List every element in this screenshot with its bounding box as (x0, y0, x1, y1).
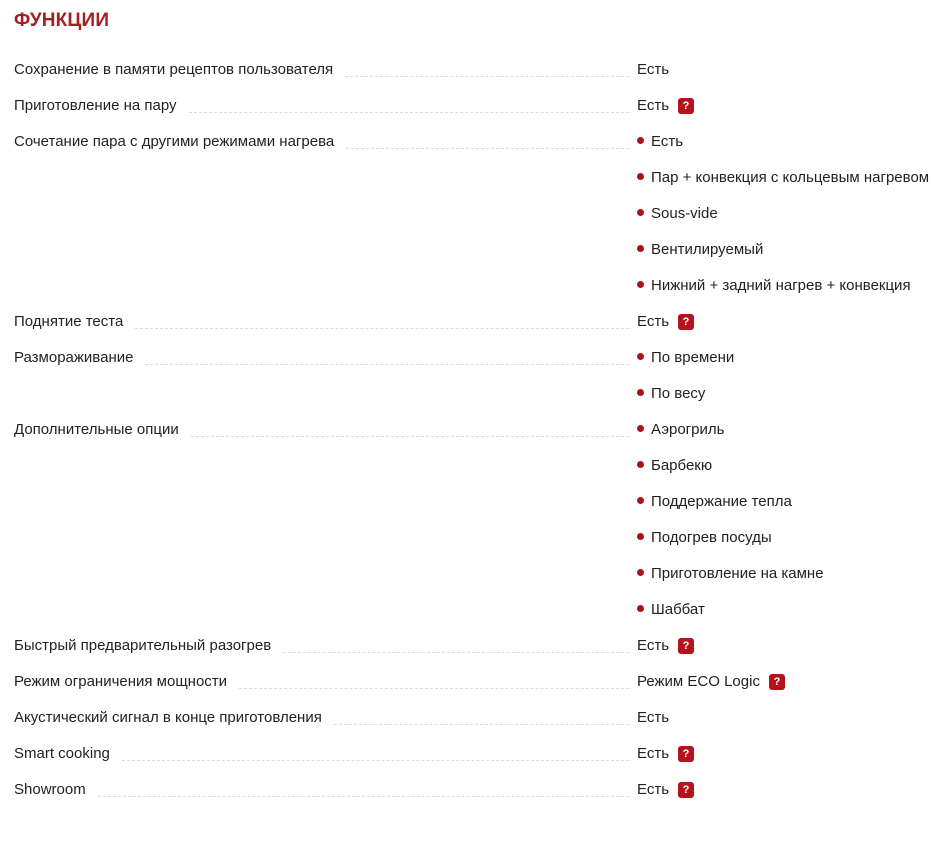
spec-row (14, 88, 934, 124)
spec-value (637, 232, 934, 268)
spec-value-text: Есть (651, 133, 684, 150)
spec-value-text: Барбекю (651, 457, 713, 474)
spec-value-cell (637, 304, 934, 340)
help-icon[interactable]: ? (678, 98, 694, 114)
spec-label: Приготовление на пару (14, 97, 177, 114)
spec-label-cell (14, 412, 637, 448)
spec-value-text: Пар + конвекция с кольцевым нагревом (651, 169, 930, 186)
dotted-leader (346, 124, 629, 149)
spec-row (14, 124, 934, 304)
spec-value (637, 412, 934, 448)
spec-value-cell (637, 340, 934, 412)
spec-value-text: По весу (651, 385, 706, 402)
help-icon[interactable]: ? (769, 674, 785, 690)
bullet-icon (637, 353, 644, 360)
spec-value-text: Есть (637, 637, 670, 654)
spec-value (637, 196, 934, 232)
bullet-icon (637, 173, 644, 180)
spec-label-cell (14, 772, 637, 808)
spec-value-cell (637, 700, 934, 736)
spec-label: Smart cooking (14, 745, 110, 762)
dotted-leader (145, 340, 629, 365)
spec-label: Поднятие теста (14, 313, 124, 330)
bullet-icon (637, 389, 644, 396)
spec-value (637, 628, 934, 664)
spec-value (637, 448, 934, 484)
spec-value (637, 304, 934, 340)
spec-value (637, 484, 934, 520)
spec-value-text: По времени (651, 349, 735, 366)
spec-value (637, 52, 934, 88)
spec-value (637, 556, 934, 592)
spec-value (637, 664, 934, 700)
help-icon[interactable]: ? (678, 782, 694, 798)
spec-label-cell (14, 664, 637, 700)
spec-label: Дополнительные опции (14, 421, 179, 438)
dotted-leader (283, 628, 629, 653)
spec-label-cell (14, 304, 637, 340)
spec-row (14, 340, 934, 412)
bullet-icon (637, 209, 644, 216)
spec-row (14, 412, 934, 628)
bullet-icon (637, 605, 644, 612)
bullet-icon (637, 461, 644, 468)
bullet-icon (637, 569, 644, 576)
spec-label: Showroom (14, 781, 86, 798)
spec-value (637, 88, 934, 124)
spec-value (637, 592, 934, 628)
section-title: ФУНКЦИИ (14, 10, 110, 31)
spec-row (14, 628, 934, 664)
spec-value-text: Есть (637, 61, 670, 78)
spec-value (637, 124, 934, 160)
bullet-icon (637, 533, 644, 540)
spec-value-cell (637, 628, 934, 664)
spec-label: Размораживание (14, 349, 134, 366)
bullet-icon (637, 497, 644, 504)
spec-value-cell (637, 124, 934, 304)
spec-value-cell (637, 412, 934, 628)
spec-value-text: Поддержание тепла (651, 493, 792, 510)
bullet-icon (637, 425, 644, 432)
spec-row (14, 52, 934, 88)
spec-label: Сохранение в памяти рецептов пользователя (14, 61, 334, 78)
spec-value-text: Есть (637, 745, 670, 762)
spec-row (14, 304, 934, 340)
help-icon[interactable]: ? (678, 746, 694, 762)
spec-value-cell (637, 664, 934, 700)
bullet-icon (637, 137, 644, 144)
spec-label-cell (14, 736, 637, 772)
spec-value-cell (637, 88, 934, 124)
spec-value (637, 700, 934, 736)
help-icon[interactable]: ? (678, 314, 694, 330)
dotted-leader (334, 700, 629, 725)
spec-label-cell (14, 124, 637, 160)
spec-value-text: Аэрогриль (651, 421, 725, 438)
spec-value (637, 736, 934, 772)
spec-value (637, 376, 934, 412)
spec-value-cell (637, 736, 934, 772)
bullet-icon (637, 245, 644, 252)
spec-value-cell (637, 772, 934, 808)
spec-label: Режим ограничения мощности (14, 673, 228, 690)
bullet-icon (637, 281, 644, 288)
spec-value-text: Есть (637, 97, 670, 114)
dotted-leader (189, 88, 629, 113)
spec-label-cell (14, 700, 637, 736)
spec-row (14, 664, 934, 700)
dotted-leader (98, 772, 629, 797)
help-icon[interactable]: ? (678, 638, 694, 654)
spec-value-text: Есть (637, 781, 670, 798)
spec-row (14, 700, 934, 736)
spec-value-text: Sous-vide (651, 205, 718, 222)
spec-value-text: Режим ECO Logic (637, 673, 760, 690)
spec-value-text: Приготовление на камне (651, 565, 824, 582)
dotted-leader (135, 304, 629, 329)
spec-value (637, 160, 934, 196)
spec-value-text: Нижний + задний нагрев + конвекция (651, 277, 911, 294)
dotted-leader (239, 664, 629, 689)
spec-label-cell (14, 88, 637, 124)
spec-value-text: Шаббат (651, 601, 705, 618)
spec-value (637, 520, 934, 556)
spec-value-text: Есть (637, 313, 670, 330)
specs-table (14, 52, 934, 808)
dotted-leader (345, 52, 629, 77)
spec-value-text: Есть (637, 709, 670, 726)
dotted-leader (122, 736, 629, 761)
dotted-leader (191, 412, 629, 437)
spec-label-cell (14, 340, 637, 376)
spec-label: Сочетание пара с другими режимами нагрева (14, 133, 335, 150)
spec-label-cell (14, 52, 637, 88)
spec-value (637, 772, 934, 808)
spec-value-text: Подогрев посуды (651, 529, 772, 546)
spec-row (14, 772, 934, 808)
spec-value (637, 268, 934, 304)
spec-label: Быстрый предварительный разогрев (14, 637, 272, 654)
spec-value (637, 340, 934, 376)
spec-label: Акустический сигнал в конце приготовления (14, 709, 322, 726)
spec-row (14, 736, 934, 772)
spec-label-cell (14, 628, 637, 664)
spec-value-cell (637, 52, 934, 88)
spec-value-text: Вентилируемый (651, 241, 764, 258)
